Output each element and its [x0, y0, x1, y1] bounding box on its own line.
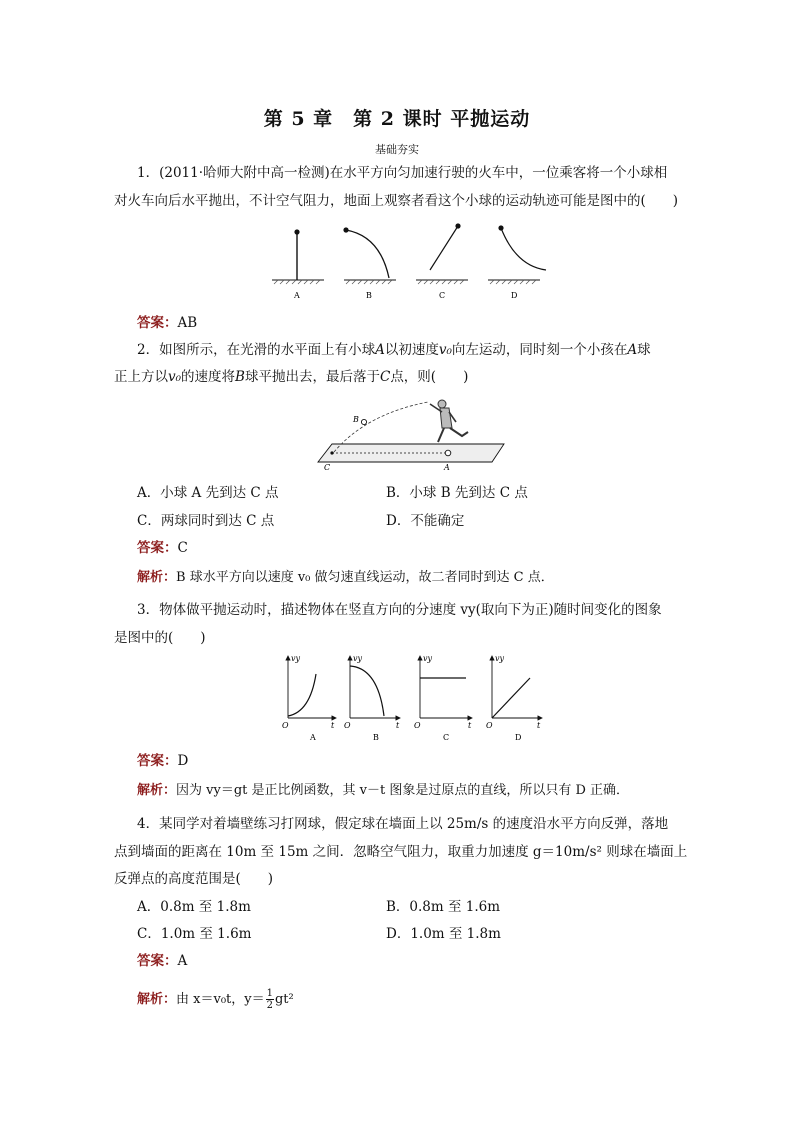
- q3-label-a: A: [310, 733, 316, 742]
- point-c: [330, 451, 333, 454]
- axis-label-t: t: [537, 721, 541, 730]
- q3-text-line2: 是图中的( ): [114, 630, 206, 646]
- q3-analysis: [137, 782, 707, 800]
- q1-fig-c: [416, 223, 468, 284]
- q3-graph-b: [350, 656, 400, 718]
- section-subtitle: 基础夯实: [375, 143, 419, 156]
- q2-text: 球: [637, 342, 651, 358]
- q3-figure: [280, 650, 550, 742]
- q2-text: 以初速度: [384, 342, 439, 358]
- q3-graph-a: [288, 656, 336, 718]
- q4-option-a: A．0.8m 至 1.8m: [137, 899, 251, 915]
- axis-label-t: t: [396, 721, 400, 730]
- origin-label: O: [486, 721, 493, 730]
- analysis-text: B 球水平方向以速度 v₀ 做匀速直线运动，故二者同时到达 C 点．: [176, 570, 554, 585]
- answer-value: AB: [177, 315, 198, 331]
- axis-label-vy: vy: [353, 654, 363, 663]
- q4-option-c: C．1.0m 至 1.6m: [137, 926, 252, 942]
- axis-label-vy: vy: [495, 654, 505, 663]
- q4-text-line2: 点到墙面的距离在 10m 至 15m 之间．忽略空气阻力，取重力加速度 g＝10m/s² 则球在墙面上: [114, 844, 688, 860]
- q1-fig-a: [272, 229, 324, 284]
- fraction-numerator: 1: [266, 988, 273, 999]
- q2-text: 2．如图所示，在光滑的水平面上有小球: [137, 342, 376, 358]
- q3-label-c: C: [443, 733, 450, 742]
- q2-text: 向左运动，同时刻一个小孩在: [451, 342, 628, 358]
- ball-b: [361, 419, 366, 424]
- fraction-denominator: 2: [266, 1000, 273, 1011]
- answer-label: 答案：: [137, 315, 178, 331]
- q4-text-line3: 反弹点的高度范围是( ): [114, 871, 274, 887]
- analysis-label: 解析：: [137, 783, 177, 798]
- q3-graph-c: [420, 656, 472, 718]
- q1-fig-b: [343, 227, 396, 284]
- axis-label-t: t: [468, 721, 472, 730]
- q4-option-d: D．1.0m 至 1.8m: [386, 926, 501, 942]
- q2-text: 的速度将: [181, 369, 236, 385]
- fraction-half: [266, 988, 274, 1011]
- answer-label: 答案：: [137, 753, 178, 769]
- ball-a: [445, 450, 451, 456]
- answer-value: D: [177, 753, 189, 769]
- q2-option-a: A．小球 A 先到达 C 点: [137, 485, 279, 501]
- child-icon: [430, 400, 468, 442]
- answer-label: 答案：: [137, 953, 178, 969]
- axis-label-t: t: [331, 721, 335, 730]
- analysis-text: gt²: [274, 992, 294, 1007]
- origin-label: O: [344, 721, 351, 730]
- q2-text-line2: [114, 368, 684, 386]
- q1-text-line2: 对火车向后水平抛出，不计空气阻力，地面上观察者看这个小球的运动轨迹可能是图中的( ): [114, 193, 679, 209]
- analysis-label: 解析：: [137, 992, 177, 1007]
- answer-value: C: [177, 540, 188, 556]
- q2-answer: [137, 539, 707, 557]
- answer-label: 答案：: [137, 540, 178, 556]
- q2-text-line1: [137, 341, 707, 359]
- q2-text: 正上方以: [114, 369, 168, 385]
- axis-label-vy: vy: [423, 654, 433, 663]
- page-title: 第 5 章 第 2 课时 平抛运动: [263, 108, 531, 130]
- q2-var: C: [379, 369, 391, 385]
- q3-label-b: B: [373, 733, 379, 742]
- fig-label-b: B: [353, 415, 359, 424]
- q2-var: v₀: [168, 369, 182, 385]
- answer-value: A: [177, 953, 188, 969]
- q1-figure: [262, 218, 562, 304]
- q1-label-c: C: [439, 291, 446, 300]
- q1-text-line1: 1．(2011·哈师大附中高一检测)在水平方向匀加速行驶的火车中，一位乘客将一个小球相: [137, 165, 668, 181]
- q2-text: 点，则( ): [390, 369, 469, 385]
- q1-label-b: B: [366, 291, 372, 300]
- q4-analysis: [137, 988, 707, 1011]
- q2-var: A: [375, 342, 385, 358]
- q2-option-b: B．小球 B 先到达 C 点: [386, 485, 528, 501]
- fig-label-c: C: [324, 463, 331, 472]
- analysis-text: 因为 vy＝gt 是正比例函数，其 v－t 图象是过原点的直线，所以只有 D 正确．: [176, 783, 630, 798]
- axis-label-vy: vy: [291, 654, 301, 663]
- q3-label-d: D: [515, 733, 522, 742]
- q1-label-d: D: [511, 291, 518, 300]
- q3-answer: [137, 752, 707, 770]
- q2-var: A: [627, 342, 638, 358]
- q1-label-a: A: [294, 291, 300, 300]
- analysis-label: 解析：: [137, 570, 177, 585]
- fig-label-a: A: [444, 463, 450, 472]
- q1-fig-d: [488, 225, 546, 284]
- q2-figure: [316, 392, 506, 472]
- origin-label: O: [414, 721, 421, 730]
- q2-var: B: [235, 369, 245, 385]
- q2-analysis: [137, 569, 707, 587]
- q4-text-line1: 4．某同学对着墙壁练习打网球，假定球在墙面上以 25m/s 的速度沿水平方向反弹，落地: [137, 816, 669, 832]
- q3-graph-d: [492, 656, 542, 718]
- origin-label: O: [282, 721, 289, 730]
- q4-answer: [137, 952, 707, 970]
- q1-answer: [137, 314, 707, 332]
- q4-option-b: B．0.8m 至 1.6m: [386, 899, 501, 915]
- q3-text-line1: 3．物体做平抛运动时，描述物体在竖直方向的分速度 vy(取向下为正)随时间变化的图象: [137, 602, 662, 618]
- q2-var: v₀: [438, 342, 452, 358]
- q2-text: 球平抛出去，最后落于: [244, 369, 380, 385]
- analysis-text: 由 x＝v₀t，y＝: [176, 992, 265, 1007]
- q2-option-c: C．两球同时到达 C 点: [137, 513, 275, 529]
- q2-option-d: D．不能确定: [386, 513, 465, 529]
